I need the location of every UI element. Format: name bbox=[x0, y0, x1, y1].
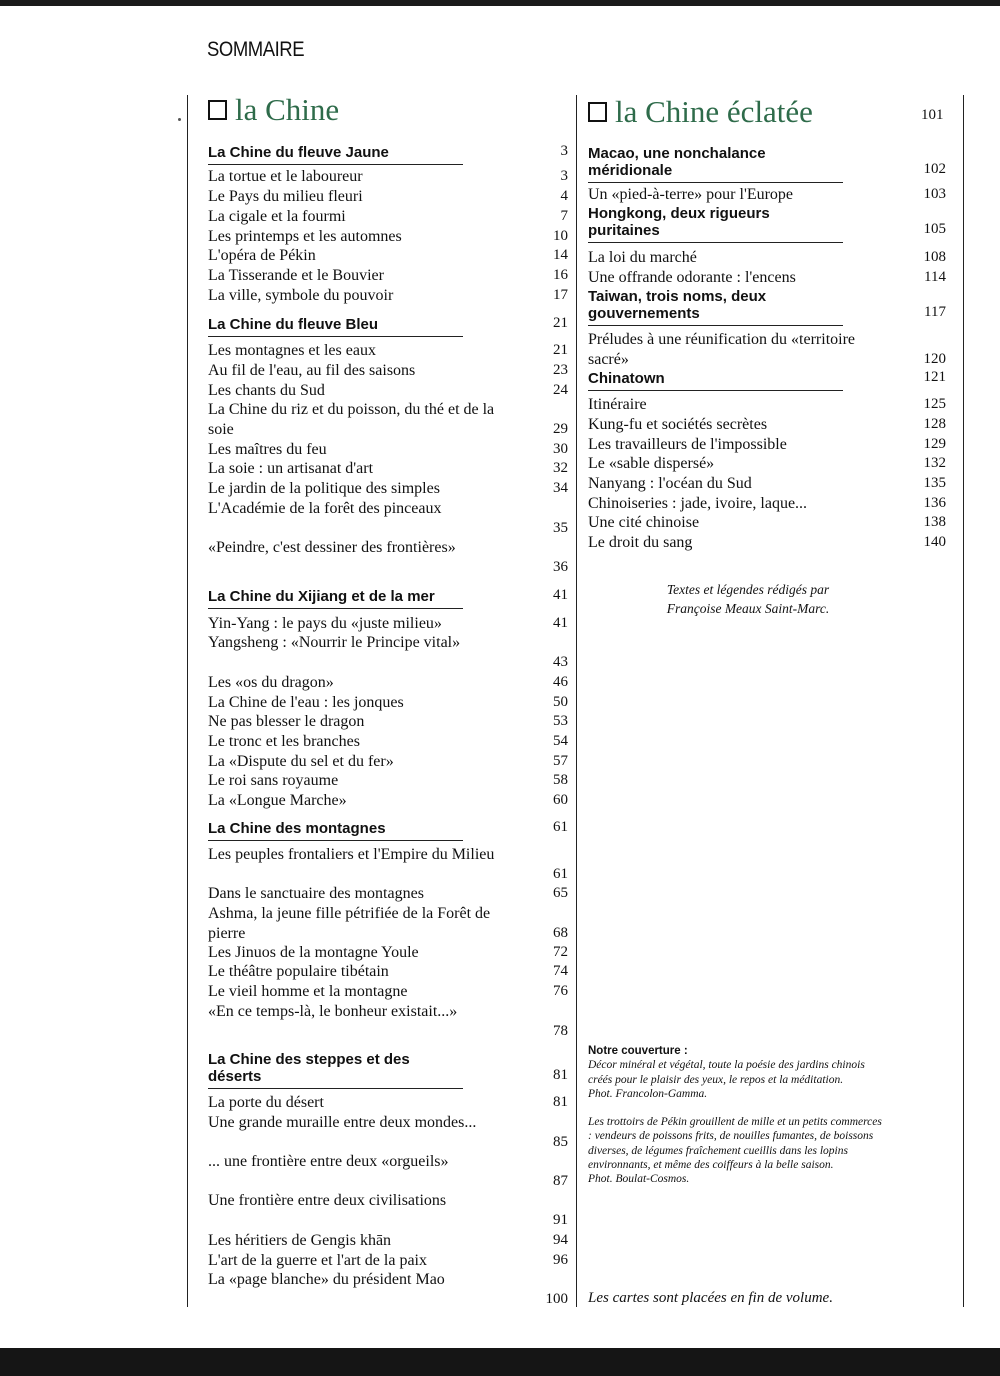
toc-entry bbox=[208, 1270, 568, 1310]
toc-entry-title: Un «pied-à-terre» pour l'Europe bbox=[588, 186, 794, 203]
toc-entry-title: Les montagnes et les eaux bbox=[208, 342, 376, 359]
section-underline bbox=[208, 164, 463, 165]
scan-bottom-border bbox=[0, 1348, 1000, 1376]
right-margin-rule bbox=[963, 95, 964, 1307]
cover-paragraph-2: Les trottoirs de Pékin grouillent de mille et un petits commerces : vendeurs de poissons frits, de nouilles fumantes, de boissons diverses, de légumes fraîchement cueillis dans les lopins environnants, et même des coiffeurs à la belle saison. bbox=[588, 1116, 882, 1172]
toc-entry-page-number: 108 bbox=[923, 248, 946, 265]
toc-entry-title: L'art de la guerre et l'art de la paix bbox=[208, 1252, 427, 1269]
toc-entry-title: La loi du marché bbox=[588, 249, 697, 266]
left-toc-column bbox=[208, 0, 568, 1340]
toc-entry-page-number: 103 bbox=[923, 185, 946, 202]
toc-entry-page-number: 14 bbox=[553, 246, 568, 263]
toc-entry-title: Les chants du Sud bbox=[208, 382, 325, 399]
toc-entry bbox=[208, 1152, 568, 1192]
toc-entry-page-number: 65 bbox=[553, 884, 568, 901]
toc-entry bbox=[208, 361, 568, 381]
toc-entry bbox=[208, 1002, 568, 1042]
toc-entry-title: Le Pays du milieu fleuri bbox=[208, 188, 363, 205]
toc-entry-page-number: 10 bbox=[553, 227, 568, 244]
toc-entry bbox=[208, 341, 568, 361]
toc-entry-page-number: 23 bbox=[553, 361, 568, 378]
toc-entry-title: La soie : un artisanat d'art bbox=[208, 460, 374, 477]
toc-entry-page-number: 30 bbox=[553, 440, 568, 457]
toc-entry-page-number: 72 bbox=[553, 943, 568, 960]
credits-line-2: Françoise Meaux Saint-Marc. bbox=[666, 601, 830, 616]
toc-entry bbox=[208, 207, 568, 227]
toc-entry bbox=[208, 187, 568, 207]
toc-entry bbox=[588, 330, 946, 370]
toc-entry bbox=[208, 227, 568, 247]
toc-entry-title: Une offrande odorante : l'encens bbox=[588, 269, 796, 286]
toc-entry bbox=[588, 454, 946, 474]
toc-entry bbox=[208, 246, 568, 266]
toc-entry bbox=[208, 479, 568, 499]
toc-entry bbox=[208, 904, 568, 944]
toc-entry bbox=[208, 381, 568, 401]
toc-entry-page-number: 54 bbox=[553, 732, 568, 749]
toc-entry-page-number: 46 bbox=[553, 673, 568, 690]
toc-entry-page-number: 135 bbox=[923, 474, 946, 491]
toc-entry-title: Le roi sans royaume bbox=[208, 772, 339, 789]
toc-entry-title: Le jardin de la politique des simples bbox=[208, 480, 440, 497]
section-title: Macao, une nonchalance méridionale bbox=[588, 145, 766, 179]
cover-photo-credit-2: Phot. Boulat-Cosmos. bbox=[588, 1173, 690, 1186]
section-underline bbox=[208, 840, 463, 841]
toc-entry-title: Yangsheng : «Nourrir le Principe vital» bbox=[208, 634, 461, 651]
toc-entry bbox=[208, 286, 568, 306]
toc-entry bbox=[588, 494, 946, 514]
toc-entry-page-number: 125 bbox=[923, 395, 946, 412]
toc-entry bbox=[208, 962, 568, 982]
toc-entry-page-number: 34 bbox=[553, 479, 568, 496]
section-title: La Chine du fleuve Bleu bbox=[208, 316, 379, 333]
toc-entry bbox=[208, 633, 568, 673]
toc-entry bbox=[208, 845, 568, 885]
left-margin-rule bbox=[187, 95, 188, 1307]
toc-entry-page-number: 85 bbox=[553, 1134, 568, 1151]
toc-entry bbox=[208, 982, 568, 1002]
toc-entry-page-number: 61 bbox=[553, 866, 568, 883]
section-underline bbox=[588, 242, 843, 243]
toc-entry-page-number: 24 bbox=[553, 381, 568, 398]
center-rule bbox=[576, 95, 577, 1307]
toc-entry-title: La tortue et le laboureur bbox=[208, 168, 363, 185]
toc-entry-page-number: 7 bbox=[560, 207, 568, 224]
section-page-number: 21 bbox=[553, 315, 568, 332]
toc-entry-page-number: 140 bbox=[923, 533, 946, 550]
toc-entry-page-number: 138 bbox=[923, 513, 946, 530]
toc-entry-page-number: 3 bbox=[560, 167, 568, 184]
toc-entry bbox=[208, 167, 568, 187]
toc-entry-title: Le droit du sang bbox=[588, 534, 693, 551]
toc-entry-title: La porte du désert bbox=[208, 1094, 324, 1111]
toc-entry-title: Les travailleurs de l'impossible bbox=[588, 436, 787, 453]
toc-entry bbox=[208, 752, 568, 772]
toc-entry-page-number: 43 bbox=[553, 654, 568, 671]
maps-note: Les cartes sont placées en fin de volume. bbox=[588, 1290, 833, 1306]
toc-entry-page-number: 74 bbox=[553, 962, 568, 979]
toc-entry-title: Préludes à une réunification du «territoire sacré» bbox=[588, 331, 856, 368]
toc-entry-page-number: 57 bbox=[553, 752, 568, 769]
toc-entry bbox=[588, 415, 946, 435]
toc-entry-title: Les Jinuos de la montagne Youle bbox=[208, 944, 419, 961]
left-column-title-text: la Chine bbox=[235, 92, 340, 127]
section-page-number: 117 bbox=[924, 304, 946, 321]
toc-entry bbox=[208, 1113, 568, 1153]
toc-entry-title: La «page blanche» du président Mao bbox=[208, 1271, 445, 1288]
toc-entry bbox=[208, 614, 568, 634]
right-column-title-page: 101 bbox=[921, 107, 944, 123]
toc-entry-title: La Tisserande et le Bouvier bbox=[208, 267, 384, 284]
toc-entry-page-number: 136 bbox=[923, 494, 946, 511]
section-page-number: 121 bbox=[923, 369, 946, 386]
toc-entry bbox=[208, 884, 568, 904]
toc-entry bbox=[588, 533, 946, 553]
toc-entry bbox=[208, 712, 568, 732]
toc-entry-title: La cigale et la fourmi bbox=[208, 208, 346, 225]
toc-entry bbox=[208, 771, 568, 791]
toc-entry-title: Itinéraire bbox=[588, 396, 647, 413]
toc-entry-page-number: 36 bbox=[553, 559, 568, 576]
section-underline bbox=[208, 336, 463, 337]
toc-entry-title: L'Académie de la forêt des pinceaux bbox=[208, 500, 442, 517]
toc-entry bbox=[208, 693, 568, 713]
toc-entry bbox=[588, 395, 946, 415]
section-underline bbox=[588, 325, 843, 326]
toc-entry-page-number: 35 bbox=[553, 520, 568, 537]
section-underline bbox=[208, 608, 463, 609]
toc-entry bbox=[588, 474, 946, 494]
toc-entry-title: Ne pas blesser le dragon bbox=[208, 713, 365, 730]
toc-entry bbox=[588, 248, 946, 268]
scan-speck bbox=[178, 118, 181, 121]
toc-entry-title: La «Longue Marche» bbox=[208, 792, 347, 809]
toc-entry-page-number: 81 bbox=[553, 1093, 568, 1110]
section-title: La Chine des steppes et des déserts bbox=[208, 1051, 410, 1085]
toc-entry-page-number: 132 bbox=[923, 454, 946, 471]
section-page-number: 61 bbox=[553, 819, 568, 836]
toc-entry-page-number: 58 bbox=[553, 771, 568, 788]
toc-entry-title: Les peuples frontaliers et l'Empire du Milieu bbox=[208, 846, 495, 863]
right-column-title-text: la Chine éclatée bbox=[615, 94, 813, 129]
section-title: La Chine du fleuve Jaune bbox=[208, 144, 389, 161]
toc-entry-page-number: 29 bbox=[553, 421, 568, 438]
section-title: Chinatown bbox=[588, 370, 665, 387]
toc-entry-title: Les héritiers de Gengis khān bbox=[208, 1232, 392, 1249]
toc-entry bbox=[208, 1251, 568, 1271]
section-title: La Chine du Xijiang et de la mer bbox=[208, 588, 435, 605]
toc-entry bbox=[208, 400, 568, 440]
toc-entry-page-number: 68 bbox=[553, 925, 568, 942]
toc-entry-page-number: 21 bbox=[553, 341, 568, 358]
toc-entry-page-number: 78 bbox=[553, 1023, 568, 1040]
credits-line-1: Textes et légendes rédigés par bbox=[666, 582, 830, 597]
cover-paragraph-1: Décor minéral et végétal, toute la poésie des jardins chinois créés pour le plaisir des yeux, le repos et la méditation. bbox=[588, 1059, 865, 1086]
section-title: Hongkong, deux rigueurs puritaines bbox=[588, 205, 770, 239]
toc-entry-page-number: 60 bbox=[553, 791, 568, 808]
toc-entry-title: Une grande muraille entre deux mondes... bbox=[208, 1114, 477, 1131]
toc-entry-title: Ashma, la jeune fille pétrifiée de la Forêt de pierre bbox=[208, 905, 491, 942]
toc-entry bbox=[208, 1191, 568, 1231]
toc-entry-title: Dans le sanctuaire des montagnes bbox=[208, 885, 424, 902]
section-heading bbox=[208, 588, 568, 606]
toc-entry-title: L'opéra de Pékin bbox=[208, 247, 316, 264]
cover-heading: Notre couverture : bbox=[588, 1045, 688, 1057]
toc-entry bbox=[208, 943, 568, 963]
toc-entry bbox=[208, 266, 568, 286]
toc-entry-title: Le vieil homme et la montagne bbox=[208, 983, 408, 1000]
toc-entry-title: «En ce temps-là, le bonheur existait...» bbox=[208, 1003, 458, 1020]
toc-entry-title: La Chine du riz et du poisson, du thé et de la soie bbox=[208, 401, 495, 438]
toc-entry bbox=[208, 538, 568, 578]
toc-entry-title: Les maîtres du feu bbox=[208, 441, 327, 458]
section-page-number: 105 bbox=[923, 221, 946, 238]
toc-entry-title: Les printemps et les automnes bbox=[208, 228, 402, 245]
toc-entry-page-number: 16 bbox=[553, 266, 568, 283]
toc-entry-page-number: 129 bbox=[923, 435, 946, 452]
toc-entry-title: Chinoiseries : jade, ivoire, laque... bbox=[588, 495, 808, 512]
toc-entry-page-number: 76 bbox=[553, 982, 568, 999]
toc-entry bbox=[588, 268, 946, 288]
toc-entry-page-number: 4 bbox=[560, 187, 568, 204]
toc-entry bbox=[208, 440, 568, 460]
toc-entry bbox=[208, 791, 568, 811]
toc-entry-title: Les «os du dragon» bbox=[208, 674, 334, 691]
credits-note bbox=[588, 580, 908, 618]
toc-entry-title: Le «sable dispersé» bbox=[588, 455, 715, 472]
toc-entry-title: Le tronc et les branches bbox=[208, 733, 360, 750]
toc-entry-page-number: 96 bbox=[553, 1251, 568, 1268]
toc-entry-title: La Chine de l'eau : les jonques bbox=[208, 694, 404, 711]
toc-entry-page-number: 87 bbox=[553, 1173, 568, 1190]
section-underline bbox=[208, 1088, 463, 1089]
toc-entry-page-number: 128 bbox=[923, 415, 946, 432]
toc-entry-page-number: 17 bbox=[553, 286, 568, 303]
toc-entry bbox=[208, 1093, 568, 1113]
cover-caption bbox=[588, 1044, 888, 1187]
toc-entry-title: Le théâtre populaire tibétain bbox=[208, 963, 389, 980]
section-page-number: 3 bbox=[560, 143, 568, 160]
toc-entry-page-number: 100 bbox=[545, 1291, 568, 1308]
cover-photo-credit-1: Phot. Francolon-Gamma. bbox=[588, 1087, 708, 1100]
section-underline bbox=[588, 182, 843, 183]
toc-entry-page-number: 41 bbox=[553, 614, 568, 631]
section-page-number: 41 bbox=[553, 587, 568, 604]
section-heading bbox=[588, 205, 946, 240]
toc-entry-title: Au fil de l'eau, au fil des saisons bbox=[208, 362, 416, 379]
section-page-number: 81 bbox=[553, 1067, 568, 1084]
section-heading bbox=[208, 1051, 568, 1086]
toc-entry bbox=[208, 1231, 568, 1251]
toc-entry-title: ... une frontière entre deux «orgueils» bbox=[208, 1153, 449, 1170]
toc-entry-page-number: 114 bbox=[924, 268, 946, 285]
section-title: Taiwan, trois noms, deux gouvernements bbox=[588, 288, 767, 322]
page-title: SOMMAIRE bbox=[207, 38, 305, 61]
toc-entry-page-number: 94 bbox=[553, 1231, 568, 1248]
section-heading bbox=[588, 145, 946, 180]
toc-entry-page-number: 120 bbox=[923, 351, 946, 368]
section-title: La Chine des montagnes bbox=[208, 820, 386, 837]
toc-entry bbox=[208, 499, 568, 539]
toc-entry-title: La «Dispute du sel et du fer» bbox=[208, 753, 394, 770]
toc-entry-page-number: 91 bbox=[553, 1212, 568, 1229]
section-heading bbox=[588, 370, 946, 388]
section-underline bbox=[588, 390, 843, 391]
toc-entry-title: Yin-Yang : le pays du «juste milieu» bbox=[208, 615, 442, 632]
toc-entry bbox=[208, 732, 568, 752]
toc-entry bbox=[588, 513, 946, 533]
toc-entry-title: Une frontière entre deux civilisations bbox=[208, 1192, 447, 1209]
toc-entry-page-number: 53 bbox=[553, 712, 568, 729]
toc-entry bbox=[588, 185, 946, 205]
toc-entry-title: La ville, symbole du pouvoir bbox=[208, 287, 394, 304]
toc-entry-page-number: 50 bbox=[553, 693, 568, 710]
toc-entry bbox=[208, 459, 568, 479]
toc-entry-title: «Peindre, c'est dessiner des frontières» bbox=[208, 539, 456, 556]
section-page-number: 102 bbox=[923, 161, 946, 178]
toc-entry-page-number: 32 bbox=[553, 459, 568, 476]
section-heading bbox=[208, 144, 568, 162]
toc-entry-title: Nanyang : l'océan du Sud bbox=[588, 475, 752, 492]
toc-entry-title: Une cité chinoise bbox=[588, 514, 700, 531]
toc-entry-title: Kung-fu et sociétés secrètes bbox=[588, 416, 768, 433]
toc-entry bbox=[208, 673, 568, 693]
section-heading bbox=[588, 288, 946, 323]
section-heading bbox=[208, 820, 568, 838]
section-heading bbox=[208, 316, 568, 334]
toc-entry bbox=[588, 435, 946, 455]
